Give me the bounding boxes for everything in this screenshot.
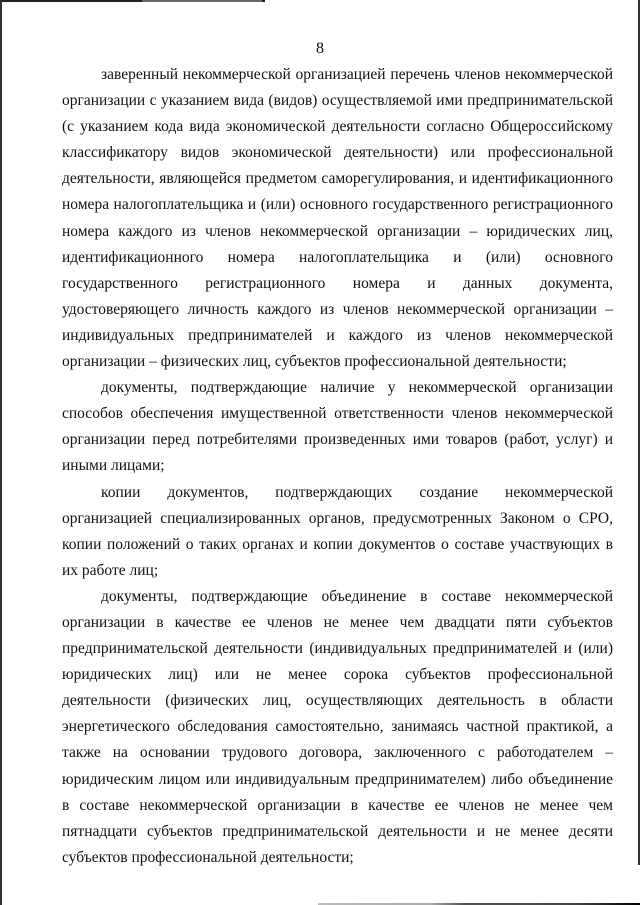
document-body <box>62 62 613 871</box>
paragraph-liability-documents: документы, подтверждающие наличие у некоммерческой организации способов обеспечения имущественной ответственности членов некоммерческой организации перед потребителями произведенных ими товаров (работ, услуг) и иными лицами; <box>62 379 613 475</box>
scan-edge-left <box>0 0 2 905</box>
page-number: 8 <box>316 40 324 57</box>
paragraph-membership-count: документы, подтверждающие объединение в составе некоммерческой организации в качестве ее членов не менее чем двадцати пяти субъектов предпринимательской деятельности (индивидуальных предпринимателей и (или) юридических лиц) или не менее сорока субъектов профессиональной деятельности (физических лиц, осуществляющих деятельность в области энергетического обследования самостоятельно, занимаясь частной практикой, а также на основании трудового договора, заключенного с работодателем – юридическим лицом или индивидуальным предпринимателем) либо объединение в составе некоммерческой организации в качестве ее членов не менее чем пятнадцати субъектов предпринимательской деятельности и не менее десяти субъектов профессиональной деятельности; <box>62 587 613 866</box>
paragraph-specialized-bodies: копии документов, подтверждающих создание некоммерческой организацией специализированных органов, предусмотренных Законом о СРО, копии положений о таких органах и копии документов о составе участвующих в их работе лиц; <box>62 483 613 579</box>
scan-edge-top-segment <box>142 0 262 2</box>
paragraph-member-list: заверенный некоммерческой организацией перечень членов некоммерческой организации с указанием вида (видов) осуществляемой ими предпринимательской (с указанием кода вида экономической деятельности согласно Общероссийскому классификатору видов экономической деятельности) или профессиональной деятельности, являющейся предметом саморегулирования, и идентификационного номера налогоплательщика и (или) основного государственного регистрационного номера каждого из членов некоммерческой организации – юридических лиц, идентификационного номера налогоплательщика и (или) основного государственного регистрационного номера и данных документа, удостоверяющего личность каждого из членов некоммерческой организации – индивидуальных предпринимателей и каждого из членов некоммерческой организации – физических лиц, субъектов профессиональной деятельности; <box>62 66 613 371</box>
